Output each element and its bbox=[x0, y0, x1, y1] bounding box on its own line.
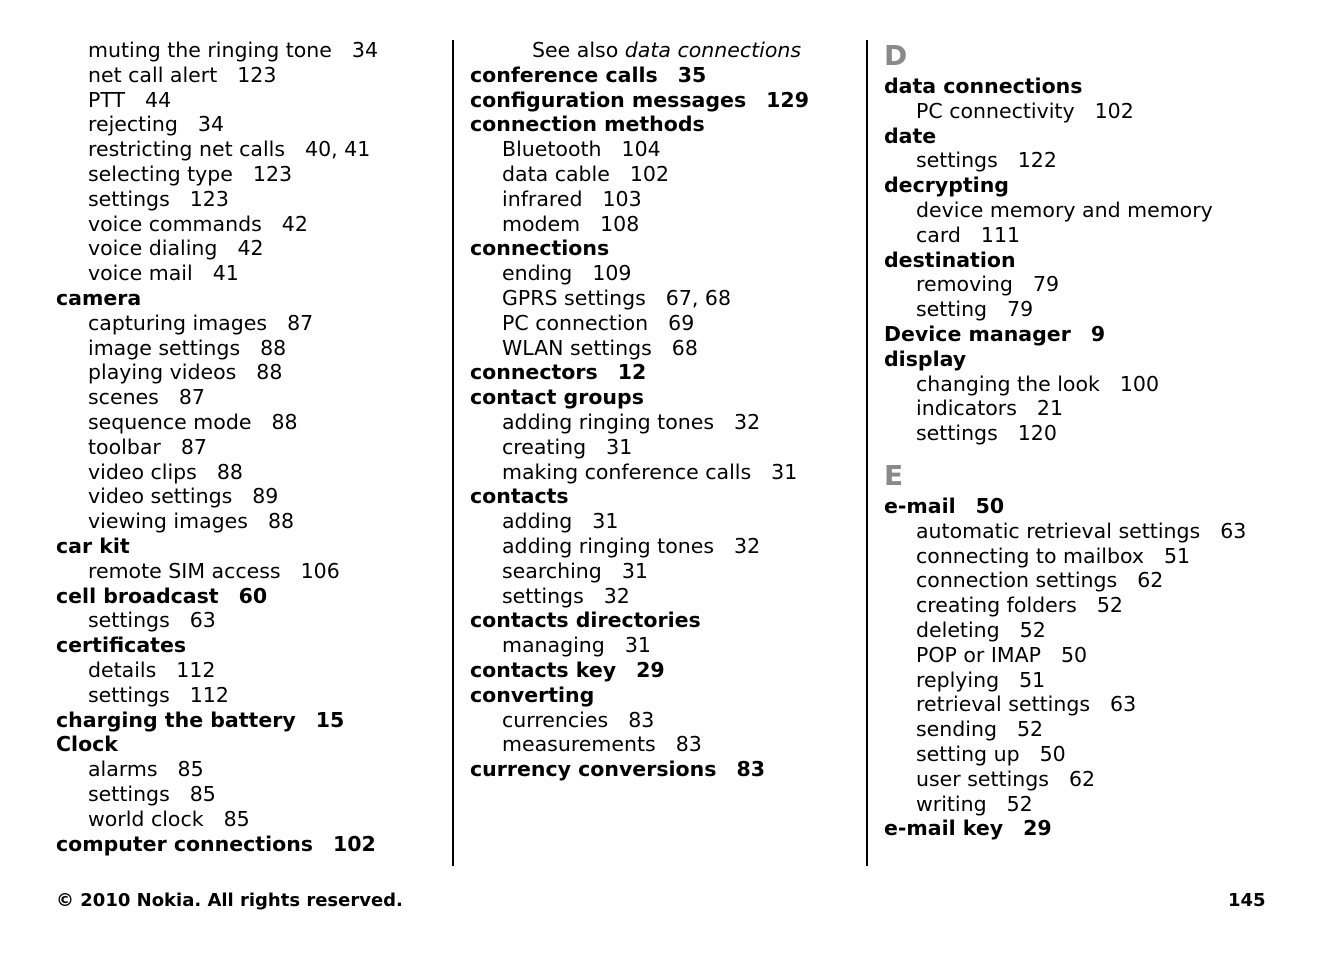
copyright-notice: © 2010 Nokia. All rights reserved. bbox=[56, 890, 403, 911]
index-subentry bbox=[56, 484, 436, 509]
index-subentry bbox=[470, 187, 850, 212]
entry-term: data connections bbox=[884, 74, 1083, 98]
entry-term: replying bbox=[916, 667, 1000, 692]
index-entry bbox=[470, 385, 850, 410]
index-subentry bbox=[56, 137, 436, 162]
page-reference[interactable]: 88 bbox=[256, 360, 283, 385]
index-subentry bbox=[56, 559, 436, 584]
entry-term: muting the ringing tone bbox=[88, 38, 332, 62]
index-subentry bbox=[56, 236, 436, 261]
entry-term: toolbar bbox=[88, 434, 161, 459]
index-entry bbox=[884, 347, 1304, 372]
index-subentry bbox=[470, 137, 850, 162]
entry-term: adding ringing tones bbox=[502, 409, 715, 434]
index-entry bbox=[56, 633, 436, 658]
index-subentry bbox=[470, 162, 850, 187]
index-subentry bbox=[56, 212, 436, 237]
page-reference[interactable]: 60 bbox=[238, 583, 268, 608]
entry-term: computer connections bbox=[56, 831, 314, 856]
page-reference[interactable]: 88 bbox=[260, 335, 287, 360]
page-reference[interactable]: 87 bbox=[287, 310, 314, 335]
index-subentry bbox=[884, 643, 1304, 668]
entry-term: measurements bbox=[502, 732, 656, 757]
index-entry bbox=[470, 112, 850, 137]
entry-term: creating bbox=[502, 434, 587, 459]
entry-term: managing bbox=[502, 633, 605, 658]
entry-term: PTT bbox=[88, 87, 126, 112]
entry-term: settings bbox=[88, 682, 170, 707]
page-number: 145 bbox=[1228, 890, 1266, 911]
entry-term: creating folders bbox=[916, 593, 1077, 618]
index-subentry bbox=[884, 519, 1304, 544]
page-reference[interactable]: 129 bbox=[766, 87, 809, 112]
entry-term: decrypting bbox=[884, 173, 1009, 198]
page-reference[interactable]: 31 bbox=[771, 459, 798, 484]
index-subentry bbox=[884, 618, 1304, 643]
page-reference[interactable]: 106 bbox=[300, 558, 340, 583]
entry-term: destination bbox=[884, 247, 1016, 272]
page-reference[interactable]: 34 bbox=[197, 112, 225, 137]
page-reference[interactable]: 111 bbox=[980, 222, 1021, 247]
entry-term: modem bbox=[502, 211, 581, 236]
page-reference[interactable]: 21 bbox=[1036, 396, 1064, 421]
index-column-1 bbox=[56, 38, 436, 856]
page-reference[interactable]: 122 bbox=[1017, 148, 1057, 173]
page-reference[interactable]: 31 bbox=[592, 509, 619, 534]
index-column-2 bbox=[470, 38, 850, 782]
index-subentry bbox=[884, 272, 1304, 297]
page-reference[interactable]: 63 bbox=[189, 608, 216, 633]
index-subentry bbox=[56, 782, 436, 807]
entry-term: rejecting bbox=[88, 112, 178, 137]
entry-term: contact groups bbox=[470, 385, 644, 410]
page-reference[interactable]: 51 bbox=[1019, 667, 1046, 692]
section-letter: D bbox=[884, 39, 908, 72]
page-reference[interactable]: 32 bbox=[734, 533, 761, 558]
index-subentry bbox=[470, 559, 850, 584]
index-subentry bbox=[56, 311, 436, 336]
page-reference[interactable]: 69 bbox=[668, 310, 695, 335]
page-reference[interactable]: 79 bbox=[1007, 297, 1034, 322]
page-reference[interactable]: 50 bbox=[1039, 741, 1066, 766]
entry-term: alarms bbox=[88, 757, 158, 782]
page-reference[interactable]: 89 bbox=[252, 484, 279, 509]
page-reference[interactable]: 120 bbox=[1017, 421, 1057, 446]
page-reference[interactable]: 109 bbox=[592, 261, 632, 286]
page-reference[interactable]: 87 bbox=[178, 385, 205, 410]
index-subentry bbox=[56, 38, 436, 63]
index-subentry bbox=[470, 584, 850, 609]
page-reference[interactable]: 52 bbox=[1096, 593, 1123, 618]
page-reference[interactable]: 50 bbox=[975, 493, 1005, 518]
entry-term: settings bbox=[502, 583, 584, 608]
entry-term: charging the battery bbox=[56, 707, 296, 732]
index-entry bbox=[470, 360, 850, 385]
index-entry bbox=[470, 484, 850, 509]
entry-term: connection methods bbox=[470, 112, 705, 137]
index-entry bbox=[884, 173, 1304, 198]
index-subentry bbox=[56, 63, 436, 88]
page-reference[interactable]: 29 bbox=[1023, 816, 1052, 841]
index-subentry bbox=[470, 633, 850, 658]
page-reference[interactable]: 83 bbox=[628, 707, 655, 732]
entry-term: settings bbox=[88, 186, 170, 211]
entry-term: adding bbox=[502, 509, 573, 534]
index-entry bbox=[884, 494, 1304, 519]
index-subentry bbox=[884, 668, 1304, 693]
entry-term: connection settings bbox=[916, 568, 1118, 593]
index-subentry bbox=[56, 162, 436, 187]
entry-term: card bbox=[916, 222, 961, 247]
entry-term: indicators bbox=[916, 396, 1017, 421]
index-entry bbox=[470, 658, 850, 683]
page-reference[interactable]: 104 bbox=[621, 137, 661, 162]
entry-term: PC connection bbox=[502, 310, 649, 335]
index-subentry bbox=[884, 568, 1304, 593]
index-subentry bbox=[470, 410, 850, 435]
entry-term: WLAN settings bbox=[502, 335, 652, 360]
page-reference[interactable]: 15 bbox=[315, 707, 345, 732]
index-subentry bbox=[470, 261, 850, 286]
page-reference[interactable]: 88 bbox=[267, 509, 295, 534]
index-subentry bbox=[884, 717, 1304, 742]
index-subentry bbox=[56, 187, 436, 212]
page-reference[interactable]: 52 bbox=[1006, 791, 1033, 816]
entry-term: voice commands bbox=[88, 211, 262, 236]
entry-term: video clips bbox=[88, 459, 197, 484]
page-reference[interactable]: 31 bbox=[621, 558, 648, 583]
index-subentry bbox=[884, 421, 1304, 446]
entry-term: e-mail bbox=[884, 493, 956, 518]
page-reference[interactable]: 68 bbox=[671, 335, 698, 360]
index-subentry bbox=[884, 198, 1304, 223]
entry-term: details bbox=[88, 657, 157, 682]
index-subentry bbox=[884, 692, 1304, 717]
entry-term: settings bbox=[88, 608, 170, 633]
entry-term: adding ringing tones bbox=[502, 533, 715, 558]
index-entry bbox=[56, 534, 436, 559]
page-reference[interactable]: 100 bbox=[1119, 371, 1159, 396]
entry-term: car kit bbox=[56, 533, 130, 558]
page-reference[interactable]: 79 bbox=[1032, 272, 1060, 297]
page-reference[interactable]: 85 bbox=[223, 806, 250, 831]
index-subentry bbox=[470, 286, 850, 311]
index-subentry bbox=[884, 396, 1304, 421]
entry-term: contacts directories bbox=[470, 608, 701, 633]
index-subentry bbox=[884, 372, 1304, 397]
index-subentry bbox=[56, 261, 436, 286]
entry-term: remote SIM access bbox=[88, 558, 281, 583]
index-entry bbox=[56, 732, 436, 757]
entry-term: cell broadcast bbox=[56, 583, 219, 608]
page-reference[interactable]: 87 bbox=[180, 434, 207, 459]
index-subentry bbox=[56, 658, 436, 683]
index-entry bbox=[56, 286, 436, 311]
entry-term: currency conversions bbox=[470, 757, 717, 782]
page-reference[interactable]: 32 bbox=[603, 583, 630, 608]
page-reference[interactable]: 85 bbox=[189, 781, 216, 806]
page-reference[interactable]: 42 bbox=[237, 236, 264, 261]
entry-term: searching bbox=[502, 558, 602, 583]
entry-term: changing the look bbox=[916, 371, 1100, 396]
page-reference[interactable]: 41 bbox=[212, 261, 239, 286]
index-subentry bbox=[884, 148, 1304, 173]
entry-term: contacts bbox=[470, 484, 569, 509]
index-subentry bbox=[470, 311, 850, 336]
entry-term: conference calls bbox=[470, 62, 658, 87]
entry-term: e-mail key bbox=[884, 816, 1004, 841]
index-subentry bbox=[470, 534, 850, 559]
entry-term: scenes bbox=[88, 385, 159, 410]
page-reference[interactable]: 123 bbox=[252, 161, 293, 186]
index-subentry bbox=[56, 336, 436, 361]
page-reference[interactable]: 63 bbox=[1110, 692, 1137, 717]
index-subentry bbox=[56, 360, 436, 385]
index-subentry bbox=[884, 593, 1304, 618]
entry-term: POP or IMAP bbox=[916, 642, 1041, 667]
index-entry bbox=[470, 63, 850, 88]
see-also-reference bbox=[470, 38, 850, 63]
page-reference[interactable]: 52 bbox=[1017, 717, 1044, 742]
index-subentry bbox=[56, 112, 436, 137]
entry-term: voice dialing bbox=[88, 236, 218, 261]
entry-term: sending bbox=[916, 717, 997, 742]
index-subentry bbox=[884, 767, 1304, 792]
page-reference[interactable]: 44 bbox=[145, 87, 172, 112]
page-reference[interactable]: 83 bbox=[736, 757, 765, 782]
page-reference[interactable]: 31 bbox=[606, 434, 633, 459]
page-reference[interactable]: 85 bbox=[177, 757, 204, 782]
index-subentry bbox=[470, 336, 850, 361]
see-also-label: See also bbox=[532, 38, 625, 62]
entry-term: converting bbox=[470, 682, 595, 707]
entry-term: settings bbox=[916, 421, 998, 446]
page-reference[interactable]: 32 bbox=[734, 409, 761, 434]
entry-term: date bbox=[884, 123, 937, 148]
entry-term: device memory and memory bbox=[916, 197, 1213, 222]
index-subentry bbox=[56, 757, 436, 782]
column-divider bbox=[452, 40, 454, 866]
entry-term: selecting type bbox=[88, 161, 233, 186]
page-reference[interactable]: 40, 41 bbox=[305, 137, 371, 162]
page-reference[interactable]: 123 bbox=[237, 62, 277, 87]
column-divider bbox=[866, 40, 868, 866]
page-reference[interactable]: 35 bbox=[677, 62, 707, 87]
entry-term: infrared bbox=[502, 186, 583, 211]
entry-term: data cable bbox=[502, 161, 610, 186]
page-reference[interactable]: 102 bbox=[629, 161, 669, 186]
page-reference[interactable]: 9 bbox=[1090, 321, 1106, 346]
page-reference[interactable]: 62 bbox=[1137, 568, 1164, 593]
page-reference[interactable]: 88 bbox=[271, 409, 298, 434]
entry-term: playing videos bbox=[88, 360, 237, 385]
index-subentry bbox=[470, 509, 850, 534]
page-reference[interactable]: 67, 68 bbox=[665, 285, 731, 310]
index-subentry bbox=[470, 460, 850, 485]
see-also-link[interactable]: data connections bbox=[624, 38, 802, 62]
index-entry bbox=[884, 124, 1304, 149]
entry-term: user settings bbox=[916, 766, 1049, 791]
entry-term: settings bbox=[88, 781, 170, 806]
index-subentry bbox=[884, 742, 1304, 767]
index-subentry bbox=[884, 297, 1304, 322]
entry-term: contacts key bbox=[470, 657, 617, 682]
entry-term: PC connectivity bbox=[916, 98, 1075, 123]
index-subentry bbox=[884, 792, 1304, 817]
index-entry bbox=[470, 608, 850, 633]
index-entry bbox=[470, 683, 850, 708]
entry-term: camera bbox=[56, 285, 142, 310]
index-entry bbox=[56, 708, 436, 733]
page-reference[interactable]: 50 bbox=[1060, 642, 1088, 667]
entry-term: setting up bbox=[916, 741, 1020, 766]
page-reference[interactable]: 51 bbox=[1164, 543, 1191, 568]
entry-term: Bluetooth bbox=[502, 137, 602, 162]
index-entry bbox=[470, 757, 850, 782]
page-reference[interactable]: 123 bbox=[189, 186, 229, 211]
index-entry bbox=[884, 248, 1304, 273]
index-subentry bbox=[470, 435, 850, 460]
entry-term: automatic retrieval settings bbox=[916, 518, 1201, 543]
page-reference[interactable]: 42 bbox=[281, 211, 308, 236]
page-reference[interactable]: 112 bbox=[189, 682, 229, 707]
index-subentry bbox=[884, 223, 1304, 248]
page-reference[interactable]: 63 bbox=[1220, 518, 1247, 543]
entry-term: Clock bbox=[56, 732, 118, 757]
entry-term: viewing images bbox=[88, 509, 248, 534]
entry-term: deleting bbox=[916, 617, 1000, 642]
index-subentry bbox=[470, 708, 850, 733]
page-reference[interactable]: 83 bbox=[675, 732, 702, 757]
index-subentry bbox=[56, 460, 436, 485]
page-reference[interactable]: 112 bbox=[176, 657, 216, 682]
index-entry bbox=[470, 236, 850, 261]
entry-term: removing bbox=[916, 272, 1013, 297]
entry-term: connectors bbox=[470, 360, 598, 385]
index-entry bbox=[56, 584, 436, 609]
index-entry bbox=[884, 322, 1304, 347]
index-subentry bbox=[56, 410, 436, 435]
index-subentry bbox=[56, 385, 436, 410]
entry-term: ending bbox=[502, 261, 573, 286]
index-subentry bbox=[470, 732, 850, 757]
entry-term: GPRS settings bbox=[502, 285, 646, 310]
entry-term: restricting net calls bbox=[88, 137, 286, 162]
entry-term: display bbox=[884, 346, 967, 371]
entry-term: connections bbox=[470, 236, 610, 261]
entry-term: sequence mode bbox=[88, 409, 252, 434]
entry-term: Device manager bbox=[884, 321, 1071, 346]
page-reference[interactable]: 62 bbox=[1068, 766, 1096, 791]
index-column-3 bbox=[884, 38, 1304, 841]
entry-term: net call alert bbox=[88, 62, 218, 87]
entry-term: connecting to mailbox bbox=[916, 543, 1145, 568]
page-reference[interactable]: 29 bbox=[636, 657, 665, 682]
index-subentry bbox=[470, 212, 850, 237]
page-reference[interactable]: 34 bbox=[351, 38, 379, 62]
index-subentry bbox=[56, 509, 436, 534]
entry-term: configuration messages bbox=[470, 87, 747, 112]
entry-term: writing bbox=[916, 791, 987, 816]
entry-term: retrieval settings bbox=[916, 692, 1091, 717]
index-entry bbox=[470, 88, 850, 113]
entry-term: setting bbox=[916, 297, 988, 322]
index-subentry bbox=[56, 807, 436, 832]
index-subentry bbox=[56, 608, 436, 633]
index-subentry bbox=[56, 88, 436, 113]
entry-term: certificates bbox=[56, 633, 187, 658]
page-reference[interactable]: 88 bbox=[216, 459, 243, 484]
entry-term: settings bbox=[916, 148, 998, 173]
index-subentry bbox=[56, 683, 436, 708]
index-entry bbox=[884, 74, 1304, 99]
page-reference[interactable]: 103 bbox=[602, 186, 642, 211]
entry-term: image settings bbox=[88, 335, 241, 360]
entry-term: video settings bbox=[88, 484, 233, 509]
page-reference[interactable]: 31 bbox=[624, 633, 651, 658]
page-reference[interactable]: 108 bbox=[600, 211, 640, 236]
entry-term: currencies bbox=[502, 707, 609, 732]
entry-term: voice mail bbox=[88, 261, 193, 286]
page-reference[interactable]: 102 bbox=[1094, 98, 1134, 123]
entry-term: world clock bbox=[88, 806, 204, 831]
index-subentry bbox=[884, 99, 1304, 124]
page-reference[interactable]: 102 bbox=[333, 831, 376, 856]
entry-term: making conference calls bbox=[502, 459, 752, 484]
section-letter: E bbox=[884, 458, 904, 492]
index-subentry bbox=[56, 435, 436, 460]
page-reference[interactable]: 12 bbox=[617, 360, 647, 385]
index-subentry bbox=[884, 544, 1304, 569]
page-reference[interactable]: 52 bbox=[1019, 617, 1046, 642]
index-entry bbox=[884, 816, 1304, 841]
entry-term: capturing images bbox=[88, 310, 268, 335]
index-entry bbox=[56, 832, 436, 857]
